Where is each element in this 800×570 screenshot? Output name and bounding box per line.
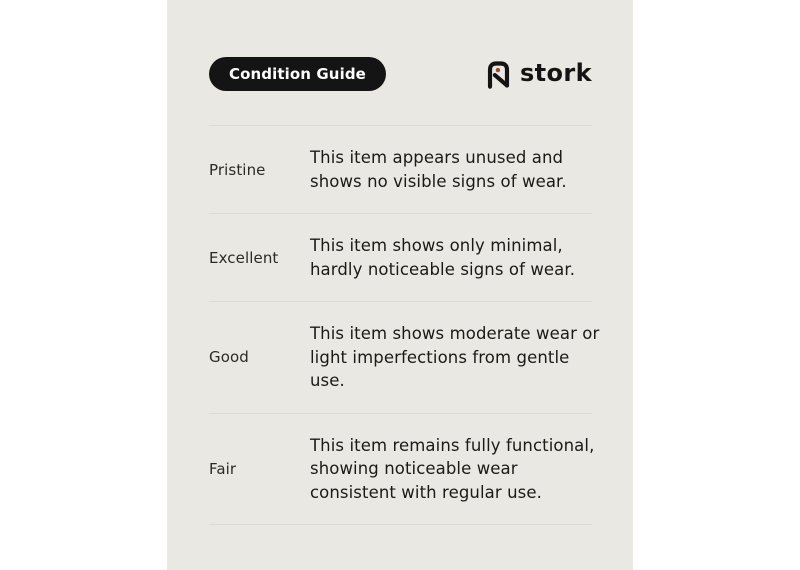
description-line: This item remains fully functional, — [310, 435, 595, 455]
description-line: This item shows moderate wear or — [310, 324, 600, 343]
condition-row-fair — [209, 413, 595, 525]
condition-description — [310, 434, 594, 505]
description-line: hardly noticeable signs of wear. — [310, 259, 576, 279]
condition-name: Pristine — [209, 160, 266, 179]
brand-wordmark: stork — [519, 59, 592, 87]
condition-name: Excellent — [209, 248, 279, 267]
description-line: use. — [310, 371, 345, 390]
description-line: consistent with regular use. — [310, 482, 542, 502]
panel-header — [209, 57, 592, 91]
conditions-table — [209, 125, 600, 525]
condition-name: Good — [209, 348, 249, 367]
condition-guide-panel — [167, 0, 633, 570]
condition-row-pristine — [209, 125, 592, 213]
brand-logo — [485, 59, 592, 89]
description-line: shows no visible signs of wear. — [310, 171, 567, 191]
description-line: This item shows only minimal, — [310, 236, 563, 255]
condition-row-excellent — [209, 213, 592, 301]
stork-pin-logo-icon — [485, 59, 512, 89]
description-line: showing noticeable wear — [310, 459, 518, 478]
condition-guide-badge — [209, 57, 386, 91]
condition-guide-badge-label: Condition Guide — [229, 65, 366, 83]
condition-description — [310, 234, 575, 281]
condition-row-good — [209, 301, 600, 413]
description-line: This item appears unused and — [310, 148, 564, 167]
condition-name: Fair — [209, 459, 237, 478]
condition-description — [310, 146, 567, 193]
condition-description — [310, 322, 599, 393]
description-line: light imperfections from gentle — [310, 347, 570, 367]
logo-dot — [496, 68, 500, 72]
